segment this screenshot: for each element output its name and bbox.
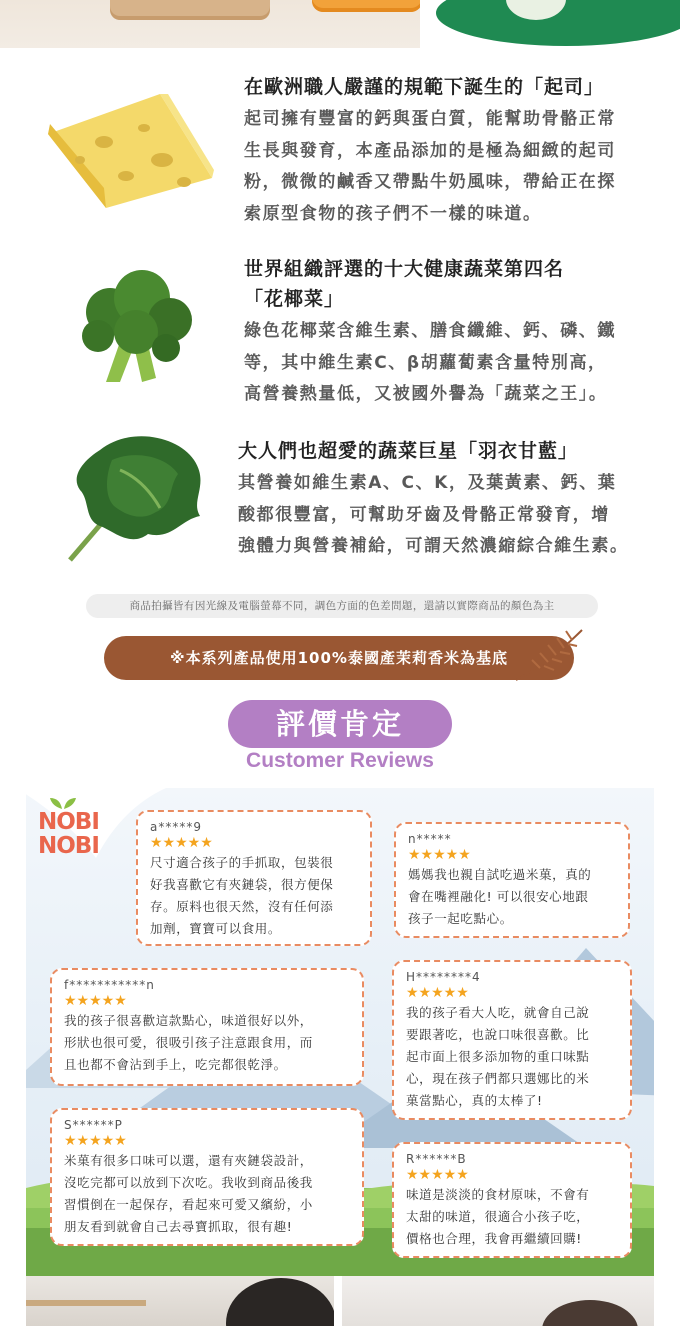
- review-text: 媽媽我也親自試吃過米菓，真的 會在嘴裡融化! 可以很安心地跟 孩子一起吃點心。: [408, 867, 592, 926]
- bottom-child-photo-right: [342, 1276, 654, 1326]
- ingredient-kale-body: 其營養如維生素A、C、K，及葉黃素、鈣、葉 酸都很豐富，可幫助牙齒及骨骼正常發育，增 強體力與營養補給，可謂天然濃縮綜合維生素。: [238, 473, 629, 556]
- nobi-nobi-logo: [38, 796, 104, 858]
- reviews-subtitle: Customer Reviews: [246, 749, 434, 772]
- review-card: [50, 968, 364, 1086]
- top-snack-photo: [0, 0, 420, 48]
- review-user: n*****: [408, 832, 452, 846]
- shelf: [26, 1300, 146, 1306]
- ingredient-broccoli-title: 世界組織評選的十大健康蔬菜第四名 「花椰菜」: [244, 258, 565, 310]
- review-card: [392, 960, 632, 1120]
- ingredient-kale-title: 大人們也超愛的蔬菜巨星「羽衣甘藍」: [238, 440, 579, 462]
- review-stars: ★★★★★: [406, 1167, 469, 1183]
- review-user: H********4: [406, 970, 481, 984]
- cheese-image: [44, 90, 216, 210]
- review-text: 米菓有很多口味可以選，還有夾鏈袋設計， 沒吃完都可以放到下次吃。我收到商品後我 習慣倒在一起保存，看起來可愛又繽紛，小 朋友看到就會自己去尋寶抓取，很有趣!: [64, 1153, 313, 1234]
- wooden-board: [110, 0, 270, 16]
- review-card: [392, 1142, 632, 1258]
- review-stars: ★★★★★: [64, 993, 127, 1009]
- review-text: 我的孩子很喜歡這款點心，味道很好以外， 形狀也很可愛，很吸引孩子注意跟食用，而 且也都不會沾到手上，吃完都很乾淨。: [64, 1013, 313, 1072]
- color-disclaimer-note: 商品拍攝皆有因光線及電腦螢幕不同，調色方面的色差問題，還請以實際商品的顏色為主: [86, 594, 598, 618]
- child-head: [226, 1278, 334, 1326]
- top-green-plate-photo: [436, 0, 680, 48]
- review-user: R******B: [406, 1152, 467, 1166]
- rice-snack: [312, 0, 420, 12]
- review-text: 我的孩子看大人吃，就會自己說 要跟著吃，也說口味很喜歡。比 起市面上很多添加物的重口味點 心，現在孩子們都只選娜比的米 菓當點心，真的太棒了!: [406, 1005, 590, 1108]
- review-card: [394, 822, 630, 938]
- review-user: a*****9: [150, 820, 202, 834]
- ingredient-cheese-body: 起司擁有豐富的鈣與蛋白質，能幫助骨骼正常 生長與發育，本產品添加的是極為細緻的起司 粉，微微的鹹香又帶點牛奶風味，帶給正在探 索原型食物的孩子們不一樣的味道。: [244, 109, 616, 224]
- review-user: f***********n: [64, 978, 155, 992]
- logo-line-1: NOBI: [38, 809, 99, 835]
- review-user: S******P: [64, 1118, 123, 1132]
- review-stars: ★★★★★: [408, 847, 471, 863]
- jasmine-rice-banner: ※本系列產品使用100%泰國產茉莉香米為基底: [104, 636, 574, 680]
- child-head: [542, 1300, 638, 1326]
- ingredient-cheese-title: 在歐洲職人嚴謹的規範下誕生的「起司」: [244, 76, 605, 98]
- bottom-child-photo-left: [26, 1276, 334, 1326]
- review-stars: ★★★★★: [64, 1133, 127, 1149]
- broccoli-image: [70, 262, 200, 392]
- review-card: [136, 810, 372, 946]
- review-stars: ★★★★★: [406, 985, 469, 1001]
- kale-image: [60, 430, 210, 570]
- logo-line-2: NOBI: [38, 833, 99, 859]
- review-stars: ★★★★★: [150, 835, 213, 851]
- ingredient-broccoli-body: 綠色花椰菜含維生素、膳食纖維、鈣、磷、鐵 等，其中維生素C、β胡蘿蔔素含量特別高， 高營養熱量低，又被國外譽為「蔬菜之王」。: [244, 321, 616, 404]
- wheat-icon: [510, 622, 590, 686]
- review-text: 尺寸適合孩子的手抓取，包裝很 好我喜歡它有夾鏈袋，很方便保 存。原料也很天然，沒有任何添 加劑，寶寶可以食用。: [150, 855, 334, 936]
- reviews-title: 評價肯定: [228, 700, 452, 748]
- leaf-icon: [48, 796, 78, 810]
- review-text: 味道是淡淡的食材原味，不會有 太甜的味道，很適合小孩子吃， 價格也合理，我會再繼續回購!: [406, 1187, 590, 1246]
- review-card: [50, 1108, 364, 1246]
